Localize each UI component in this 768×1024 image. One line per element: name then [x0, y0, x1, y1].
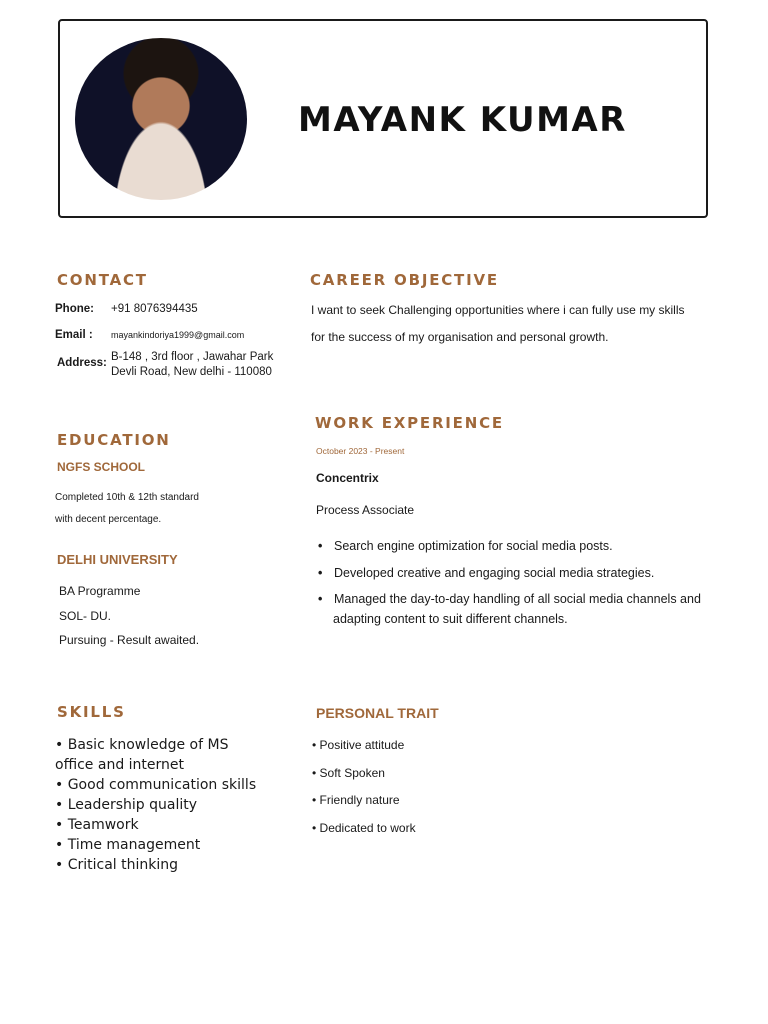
- objective-line-1: I want to seek Challenging opportunities where i can fully use my skills: [311, 303, 685, 317]
- work-bullet: • Developed creative and engaging social media strategies.: [334, 560, 744, 587]
- trait-item: • Friendly nature: [312, 793, 400, 807]
- university-item: Pursuing - Result awaited.: [59, 633, 200, 647]
- work-bullets: [316, 533, 744, 613]
- traits-title: PERSONAL TRAIT: [316, 705, 439, 721]
- skill-item: • Good communication skills: [55, 777, 257, 793]
- university-name: DELHI UNIVERSITY: [57, 552, 178, 567]
- skill-item: office and internet: [55, 757, 185, 773]
- university-item: BA Programme: [59, 584, 141, 598]
- school-name: NGFS SCHOOL: [57, 460, 146, 474]
- work-bullet-continuation: adapting content to suit different channels.: [333, 612, 568, 626]
- contact-title: CONTACT: [57, 271, 148, 289]
- skills-list: [55, 735, 256, 875]
- traits-list: [312, 738, 416, 848]
- work-bullet: • Search engine optimization for social media posts.: [334, 533, 744, 560]
- address-line-1: B-148 , 3rd floor , Jawahar Park: [111, 351, 274, 363]
- phone-row: [55, 303, 198, 315]
- candidate-name: MAYANK KUMAR: [298, 100, 627, 140]
- work-bullet: • Managed the day-to-day handling of all social media channels and: [334, 586, 744, 613]
- address-label: Address:: [57, 357, 107, 369]
- skill-item: • Teamwork: [55, 817, 139, 833]
- email-row: [55, 329, 244, 341]
- work-company: Concentrix: [316, 471, 379, 485]
- profile-photo: [75, 38, 247, 200]
- objective-line-2: for the success of my organisation and personal growth.: [311, 330, 609, 344]
- trait-item: • Soft Spoken: [312, 765, 385, 780]
- work-date: October 2023 - Present: [316, 446, 405, 456]
- university-item: SOL- DU.: [59, 609, 112, 623]
- trait-item: • Positive attitude: [312, 738, 405, 752]
- phone-value[interactable]: +91 8076394435: [111, 303, 198, 315]
- objective-title: CAREER OBJECTIVE: [310, 271, 499, 289]
- skill-item: • Leadership quality: [55, 797, 197, 813]
- school-line-1: Completed 10th & 12th standard: [55, 492, 199, 503]
- work-title: WORK EXPERIENCE: [315, 414, 504, 432]
- skills-title: SKILLS: [57, 703, 126, 721]
- phone-label: Phone:: [55, 303, 94, 315]
- trait-item: • Dedicated to work: [312, 820, 416, 835]
- education-title: EDUCATION: [57, 431, 171, 449]
- work-role: Process Associate: [316, 503, 415, 517]
- email-label: Email :: [55, 329, 93, 341]
- address-line-2: Devli Road, New delhi - 110080: [111, 366, 272, 378]
- skill-item: • Time management: [55, 837, 201, 853]
- email-value[interactable]: mayankindoriya1999@gmail.com: [111, 330, 245, 340]
- skill-item: • Critical thinking: [55, 857, 179, 873]
- skill-item: • Basic knowledge of MS: [55, 737, 229, 753]
- school-line-2: with decent percentage.: [55, 514, 162, 525]
